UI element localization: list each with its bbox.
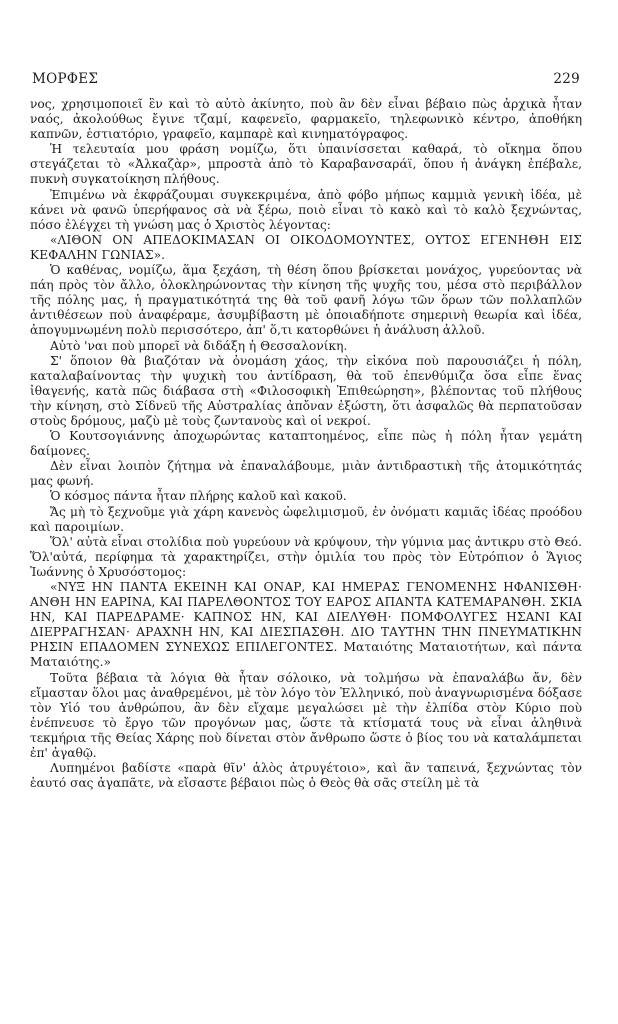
- paragraph: Σ' ὅποιον θὰ βιαζόταν νὰ ὀνομάση χάος, τὴν εἰκόνα ποὺ παρουσιάζει ἡ πόλη, καταλαβαίνοντας τὴν ψυχικὴ του ἀντίδραση, θὰ τοῦ ἐπενθύμιζα ὅσα εἶπε ἕνας ἰθαγενής, κατὰ πῶς διάβασα στὴ «Φιλοσοφικὴ Ἐπιθεώρηση», βλέποντας τοῦ πλήθους τὴν κίνηση, στὸ Σίδνεϋ τῆς Αὐστραλίας ἀπὄναν ἐξώστη, ὅτι ἀσφαλῶς θὰ περπατοῦσαν στοὺς δρόμους, μαζὺ μὲ τοὺς ζωντανοὺς καὶ οἱ νεκροί.: [30, 353, 582, 428]
- paragraph: Ὅλ' αὐτὰ εἶναι στολίδια ποὺ γυρεύουν νὰ κρύψουν, τὴν γύμνια μας ἀντικρυ στὸ Θεό. Ὅλ'αὐτά, περίφημα τὰ χαρακτηρίζει, στὴν ὁμιλία του πρὸς τὸν Εὐτρόπιον ὁ Ἅγιος Ἰωάννης ὁ Χρυσόστομος:: [30, 534, 582, 579]
- paragraph: Ὁ Κουτσογιάννης ἀποχωρώντας καταπτοημένος, εἶπε πὼς ἡ πόλη ἦταν γεμάτη δαίμονες.: [30, 429, 582, 459]
- paragraph: Δὲν εἶναι λοιπὸν ζήτημα νὰ ἐπαναλάβουμε, μιὰν ἀντιδραστικὴ τῆς ἀτομικότητάς μας φωνή.: [30, 459, 582, 489]
- paragraph: Ἄς μὴ τὸ ξεχνοῦμε γιὰ χάρη κανενὸς ὠφελιμισμοῦ, ἐν ὀνόματι καμιᾶς ἰδέας προόδου καὶ παροιμίων.: [30, 504, 582, 534]
- paragraph-continuation: νος, χρησιμοποιεῖ ἓν καὶ τὸ αὐτὸ ἀκίνητο, ποὺ ἂν δὲν εἶναι βέβαιο πὼς ἀρχικὰ ἦταν ναός, ἀκολούθως ἔγινε τζαμί, καφενεῖο, φαρμακεῖο, τηλεφωνικὸ κέντρο, ἀποθήκη καπνῶν, ἑστιατόριο, γραφεῖο, καμπαρὲ καὶ κινηματόγραφος.: [30, 97, 582, 142]
- body-text: [30, 97, 582, 791]
- paragraph-final: Λυπημένοι βαδίστε «παρὰ θῖν' ἁλὸς ἀτρυγέτοιο», καὶ ἂν ταπεινά, ξεχνώντας τὸν ἑαυτό σας ἀγαπᾶτε, νὰ εἴσαστε βέβαιοι πὼς ὁ Θεὸς θὰ σᾶς στείλη μὲ τὰ: [30, 761, 582, 791]
- paragraph: Τοῦτα βέβαια τὰ λόγια θὰ ἦταν σόλοικο, νὰ τολμήσω νὰ ἐπαναλάβω ἄν, δὲν εἴμασταν ὅλοι μας ἀναθρεμένοι, μὲ τὸν λόγο τὸν Ἑλληνικό, ποὺ ἀναγνωρισμένα δόξασε τὸν Υἱό του ἀνθρώπου, ἂν δὲν εἴχαμε μεγαλώσει μὲ τὴν ἐλπίδα στὸν Κύριο ποὺ ἐνέπνευσε τὸ ἔργο τῶν προγόνων μας, ὥστε τὰ κτίσματά τους νὰ εἶναι ἀληθινὰ τεκμήρια τῆς Θείας Χάρης ποὺ δίνεται στὸν ἄνθρωπο ὥστε ὁ βίος του νὰ καταλάμπεται ἐπ' ἀγαθῷ.: [30, 670, 582, 761]
- quotation-gospel: «ΛΙΘΟΝ ΟΝ ΑΠΕΔΟΚΙΜΑΣΑΝ ΟΙ ΟΙΚΟΔΟΜΟΥΝΤΕΣ, ΟΥΤΟΣ ΕΓΕΝΗΘΗ ΕΙΣ ΚΕΦΑΛΗΝ ΓΩΝΙΑΣ».: [30, 232, 582, 262]
- page-number: 229: [553, 71, 580, 87]
- paragraph: Ὁ καθένας, νομίζω, ἅμα ξεχάση, τὴ θέση ὅπου βρίσκεται μονάχος, γυρεύοντας νὰ πάη πρὸς τὸν ἄλλο, ὁλοκληρώνοντας τὴν κίνηση τῆς ψυχῆς του, μέσα στὸ περιβάλλον τῆς πόλης μας, ἡ πραγματικότητά της θὰ τοῦ φανῆ λόγω τῶν ὅρων τῶν πολλαπλῶν ἀντιθέσεων ποὺ ἀναφέραμε, ἀσυμβίβαστη μὲ ὁποιαδήποτε σημερινὴ θεωρία καὶ ἰδέα, ἀπογυμνωμένη πολὺ περισσότερο, ἀπ' ὅ,τι κατορθώνει ἡ ἀνάλυση ἀλλοῦ.: [30, 263, 582, 338]
- paragraph: Ἐπιμένω νὰ ἐκφράζουμαι συγκεκριμένα, ἀπὸ φόβο μήπως καμμιὰ γενικὴ ἰδέα, μὲ κάνει νὰ φανῶ ὑπερήφανος σὰ νὰ ξέρω, ποιὸ εἶναι τὸ κακὸ καὶ τὸ καλὸ ξεχνώντας, πόσο ἐλέγχει τὴ γνώση μας ὁ Χριστὸς λέγοντας:: [30, 187, 582, 232]
- paragraph: Ἡ τελευταία μου φράση νομίζω, ὅτι ὑπαινίσσεται καθαρά, τὸ οἴκημα ὅπου στεγάζεται τὸ «Ἀλκαζὰρ», μπροστὰ ἀπὸ τὸ Καραβανσαράϊ, ὅπου ἡ ἀνάγκη ἐπέβαλε, πυκνὴ συγκατοίκηση πλήθους.: [30, 142, 582, 187]
- paragraph: Ὁ κόσμος πάντα ἦταν πλήρης καλοῦ καὶ κακοῦ.: [50, 489, 347, 504]
- quotation-chrysostom: «ΝΥΞ ΗΝ ΠΑΝΤΑ ΕΚΕΙΝΗ ΚΑΙ ΟΝΑΡ, ΚΑΙ ΗΜΕΡΑΣ ΓΕΝΟΜΕΝΗΣ ΗΦΑΝΙΣΘΗ· ΑΝΘΗ ΗΝ ΕΑΡΙΝΑ, ΚΑΙ ΠΑΡΕΛΘΟΝΤΟΣ ΤΟΥ ΕΑΡΟΣ ΑΠΑΝΤΑ ΚΑΤΕΜΑΡΑΝΘΗ. ΣΚΙΑ ΗΝ, ΚΑΙ ΠΑΡΕΔΡΑΜΕ· ΚΑΠΝΟΣ ΗΝ, ΚΑΙ ΔΙΕΛΥΘΗ· ΠΟΜΦΟΛΥΓΕΣ ΗΣΑΝΙ ΚΑΙ ΔΙΕΡΡΑΓΗΣΑΝ· ΑΡΑΧΝΗ ΗΝ, ΚΑΙ ΔΙΕΣΠΑΣΘΗ. ΔΙΟ ΤΑΥΤΗΝ ΤΗΝ ΠΝΕΥΜΑΤΙΚΗΝ ΡΗΣΙΝ ΕΠΑΔΟΜΕΝ ΣΥΝΕΧΩΣ ΕΠΙΛΕΓΟΝΤΕΣ. Ματαιότης Ματαιοτήτων, καὶ πάντα Ματαιότης.»: [30, 580, 582, 670]
- paragraph: Αὐτὸ 'ναι ποὺ μπορεῖ νὰ διδάξη ἡ Θεσσαλονίκη.: [50, 338, 348, 353]
- journal-title: ΜΟΡΦΕΣ: [32, 71, 99, 87]
- running-header: [32, 71, 580, 87]
